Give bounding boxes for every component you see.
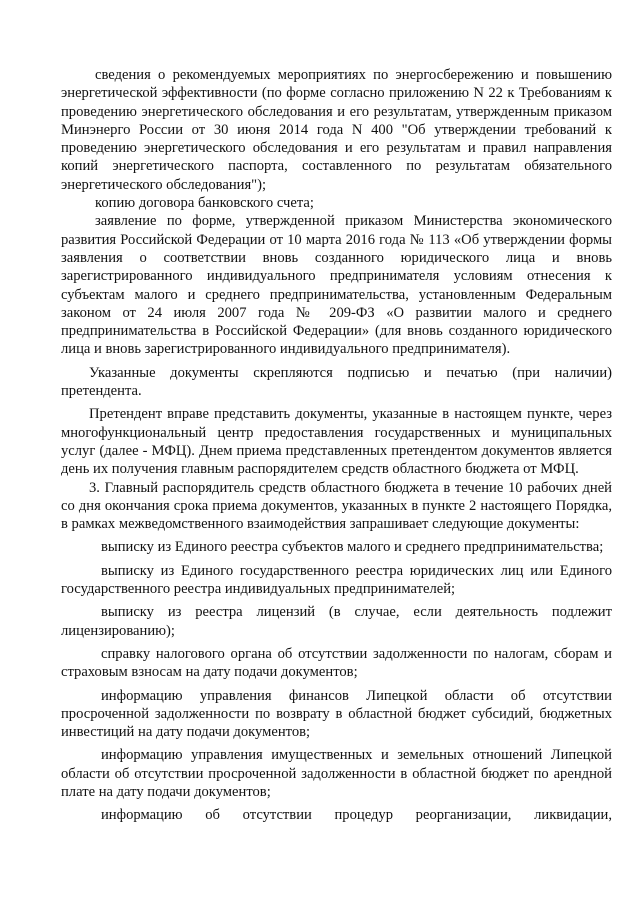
list-item-reorganization-info: информацию об отсутствии процедур реорганизации, ликвидации, xyxy=(101,807,612,824)
list-item-licenses: выписку из реестра лицензий (в случае, если деятельность подлежит лицензированию); xyxy=(61,604,612,639)
paragraph-item-3: 3. Главный распорядитель средств областного бюджета в течение 10 рабочих дней со дня окончания срока приема документов, указанных в пункте 2 настоящего Порядка, в рамках межведомственного взаимодействия запрашивает следующие документы: xyxy=(61,479,612,533)
list-item-property-info: информацию управления имущественных и земельных отношений Липецкой области об отсутствии просроченной задолженности в областной бюджет по арендной плате на дату подачи документов; xyxy=(61,747,612,800)
paragraph-application-form: заявление по форме, утвержденной приказом Министерства экономического развития Российской Федерации от 10 марта 2016 года № 113 «Об утверждении формы заявления о соответствии вновь созданного юридического лица и вновь зарегистрированного индивидуального предпринимателя условиям отнесения к субъектам малого и среднего предпринимательства, установленным Федеральным законом от 24 июля 2007 года № 209-ФЗ «О развитии малого и среднего предпринимательства в Российской Федерации» (для вновь созданного юридического лица и вновь зарегистрированного индивидуального предпринимателя). xyxy=(61,213,612,358)
paragraph-mfc-submission: Претендент вправе представить документы, указанные в настоящем пункте, через многофункциональный центр предоставления государственных и муниципальных услуг (далее - МФЦ). Днем приема представленных претендентом документов является день их получения главным распорядителем средств областного бюджета от МФЦ. xyxy=(61,406,612,478)
list-item-finance-info: информацию управления финансов Липецкой области об отсутствии просроченной задолженности по возврату в областной бюджет субсидий, бюджетных инвестиций на дату подачи документов; xyxy=(61,687,612,741)
paragraph-bank-account: копию договора банковского счета; xyxy=(95,195,314,212)
paragraph-signature-seal: Указанные документы скрепляются подписью и печатью (при наличии) претендента. xyxy=(61,364,612,400)
paragraph-energy-audit: сведения о рекомендуемых мероприятиях по энергосбережению и повышению энергетической эффективности (по форме согласно приложению N 22 к Требованиям к проведению энергетического обследования и его результатам, утвержденным приказом Минэнерго России от 30 июня 2014 года N 400 "Об утверждении требований к проведению энергетического обследования и его результатам и правил направления копий энергетического паспорта, составленного по результатам обязательного энергетического обследования"); xyxy=(61,67,612,193)
list-item-smb-registry: выписку из Единого реестра субъектов малого и среднего предпринимательства; xyxy=(101,539,604,556)
list-item-tax-certificate: справку налогового органа об отсутствии задолженности по налогам, сборам и страховым взносам на дату подачи документов; xyxy=(61,645,612,681)
list-item-egrul: выписку из Единого государственного реестра юридических лиц или Единого государственного реестра индивидуальных предпринимателей; xyxy=(61,562,612,598)
